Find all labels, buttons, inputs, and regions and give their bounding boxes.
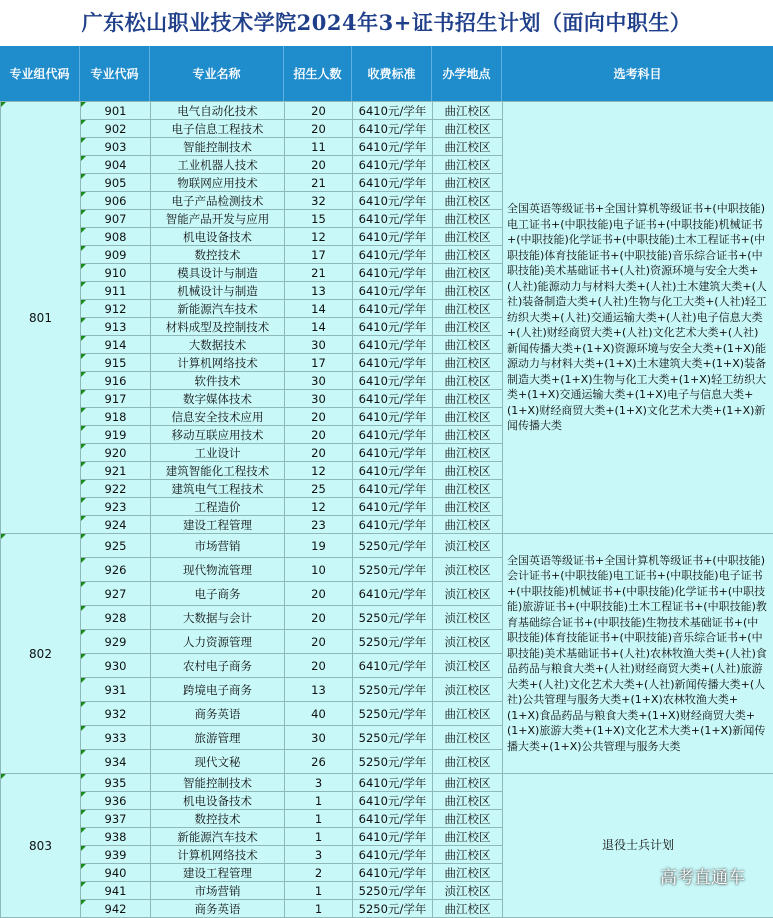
major-name-cell: 数字媒体技术: [151, 390, 285, 408]
campus-cell: 曲江校区: [433, 462, 503, 480]
major-name-cell: 旅游管理: [151, 726, 285, 750]
major-code-cell: 935: [81, 774, 151, 792]
fee-cell: 6410元/学年: [353, 792, 433, 810]
fee-cell: 6410元/学年: [353, 138, 433, 156]
major-code-cell: 921: [81, 462, 151, 480]
fee-cell: 6410元/学年: [353, 846, 433, 864]
header-subjects: 选考科目: [502, 46, 773, 101]
enrollment-cell: 30: [285, 726, 353, 750]
campus-cell: 曲江校区: [433, 336, 503, 354]
major-code-cell: 920: [81, 444, 151, 462]
major-name-cell: 物联网应用技术: [151, 174, 285, 192]
major-name-cell: 智能产品开发与应用: [151, 210, 285, 228]
campus-cell: 曲江校区: [433, 774, 503, 792]
fee-cell: 5250元/学年: [353, 882, 433, 900]
major-name-cell: 电子信息工程技术: [151, 120, 285, 138]
enrollment-cell: 13: [285, 282, 353, 300]
enrollment-cell: 20: [285, 654, 353, 678]
campus-cell: 浈江校区: [433, 558, 503, 582]
enrollment-cell: 10: [285, 558, 353, 582]
major-code-cell: 907: [81, 210, 151, 228]
major-name-cell: 移动互联应用技术: [151, 426, 285, 444]
major-code-cell: 931: [81, 678, 151, 702]
fee-cell: 6410元/学年: [353, 444, 433, 462]
major-code-cell: 924: [81, 516, 151, 534]
group-code-cell: 803: [1, 774, 81, 918]
campus-cell: 曲江校区: [433, 354, 503, 372]
campus-cell: 浈江校区: [433, 630, 503, 654]
campus-cell: 曲江校区: [433, 120, 503, 138]
fee-cell: 6410元/学年: [353, 282, 433, 300]
enrollment-cell: 1: [285, 810, 353, 828]
campus-cell: 浈江校区: [433, 678, 503, 702]
major-code-cell: 912: [81, 300, 151, 318]
major-code-cell: 903: [81, 138, 151, 156]
major-code-cell: 936: [81, 792, 151, 810]
table-row: [1, 102, 773, 120]
major-name-cell: 现代物流管理: [151, 558, 285, 582]
major-code-cell: 922: [81, 480, 151, 498]
campus-cell: 曲江校区: [433, 750, 503, 774]
fee-cell: 6410元/学年: [353, 462, 433, 480]
enrollment-cell: 20: [285, 630, 353, 654]
major-name-cell: 计算机网络技术: [151, 846, 285, 864]
major-name-cell: 机电设备技术: [151, 792, 285, 810]
fee-cell: 6410元/学年: [353, 300, 433, 318]
enrollment-cell: 19: [285, 534, 353, 558]
enrollment-cell: 30: [285, 372, 353, 390]
major-name-cell: 模具设计与制造: [151, 264, 285, 282]
campus-cell: 曲江校区: [433, 480, 503, 498]
major-code-cell: 916: [81, 372, 151, 390]
major-name-cell: 电气自动化技术: [151, 102, 285, 120]
major-name-cell: 建设工程管理: [151, 864, 285, 882]
fee-cell: 6410元/学年: [353, 318, 433, 336]
fee-cell: 5250元/学年: [353, 558, 433, 582]
subjects-cell: 退役士兵计划: [503, 774, 773, 918]
campus-cell: 曲江校区: [433, 864, 503, 882]
fee-cell: 5250元/学年: [353, 678, 433, 702]
campus-cell: 浈江校区: [433, 882, 503, 900]
table-row: [1, 774, 773, 792]
major-code-cell: 917: [81, 390, 151, 408]
enrollment-cell: 12: [285, 498, 353, 516]
major-name-cell: 计算机网络技术: [151, 354, 285, 372]
campus-cell: 曲江校区: [433, 372, 503, 390]
group-code-cell: 801: [1, 102, 81, 534]
campus-cell: 曲江校区: [433, 300, 503, 318]
major-code-cell: 902: [81, 120, 151, 138]
enrollment-cell: 12: [285, 228, 353, 246]
major-name-cell: 市场营销: [151, 534, 285, 558]
enrollment-cell: 21: [285, 264, 353, 282]
fee-cell: 6410元/学年: [353, 480, 433, 498]
major-code-cell: 915: [81, 354, 151, 372]
major-code-cell: 938: [81, 828, 151, 846]
major-code-cell: 937: [81, 810, 151, 828]
major-code-cell: 909: [81, 246, 151, 264]
major-name-cell: 农村电子商务: [151, 654, 285, 678]
enrollment-cell: 20: [285, 582, 353, 606]
fee-cell: 5250元/学年: [353, 534, 433, 558]
major-name-cell: 信息安全技术应用: [151, 408, 285, 426]
enrollment-cell: 17: [285, 354, 353, 372]
enrollment-cell: 14: [285, 300, 353, 318]
enrollment-cell: 20: [285, 156, 353, 174]
subjects-cell: 全国英语等级证书+全国计算机等级证书+(中职技能)会计证书+(中职技能)电工证书+(中职技能)电子证书+(中职技能)机械证书+(中职技能)化学证书+(中职技能)旅游证书+(中职技能)土木工程证书+(中职技能)教育基础综合证书+(中职技能)生物技术基础证书+(中职技能)体育技能证书+(中职技能)音乐综合证书+(中职技能)美术基础证书+(人社)农林牧渔大类+(人社)食品药品与粮食大类+(人社)财经商贸大类+(人社)旅游大类+(人社)文化艺术大类+(人社)新闻传播大类+(人社)公共管理与服务大类+(1+X)农林牧渔大类+(1+X)食品药品与粮食大类+(1+X)财经商贸大类+(1+X)旅游大类+(1+X)文化艺术大类+(1+X)新闻传播大类+(1+X)公共管理与服务大类: [503, 534, 773, 774]
fee-cell: 6410元/学年: [353, 102, 433, 120]
group-code-cell: 802: [1, 534, 81, 774]
table-header: [0, 46, 773, 101]
fee-cell: 6410元/学年: [353, 120, 433, 138]
major-code-cell: 910: [81, 264, 151, 282]
enrollment-cell: 40: [285, 702, 353, 726]
page-title: 广东松山职业技术学院2024年3+证书招生计划（面向中职生）: [0, 0, 773, 46]
major-name-cell: 新能源汽车技术: [151, 300, 285, 318]
major-code-cell: 942: [81, 900, 151, 918]
enrollment-cell: 1: [285, 828, 353, 846]
enrollment-cell: 3: [285, 846, 353, 864]
major-code-cell: 925: [81, 534, 151, 558]
fee-cell: 6410元/学年: [353, 582, 433, 606]
enrollment-cell: 26: [285, 750, 353, 774]
major-code-cell: 928: [81, 606, 151, 630]
enrollment-cell: 20: [285, 120, 353, 138]
major-name-cell: 大数据与会计: [151, 606, 285, 630]
fee-cell: 6410元/学年: [353, 336, 433, 354]
enrollment-table: [0, 101, 773, 918]
major-name-cell: 商务英语: [151, 900, 285, 918]
table-row: [1, 534, 773, 558]
major-name-cell: 人力资源管理: [151, 630, 285, 654]
enrollment-cell: 1: [285, 792, 353, 810]
major-code-cell: 940: [81, 864, 151, 882]
major-code-cell: 930: [81, 654, 151, 678]
major-name-cell: 工业设计: [151, 444, 285, 462]
watermark: 高考直通车: [660, 863, 745, 888]
major-name-cell: 市场营销: [151, 882, 285, 900]
campus-cell: 曲江校区: [433, 828, 503, 846]
major-name-cell: 智能控制技术: [151, 138, 285, 156]
enrollment-cell: 20: [285, 426, 353, 444]
enrollment-cell: 23: [285, 516, 353, 534]
enrollment-cell: 14: [285, 318, 353, 336]
fee-cell: 6410元/学年: [353, 654, 433, 678]
fee-cell: 6410元/学年: [353, 246, 433, 264]
header-campus: 办学地点: [432, 46, 502, 101]
major-code-cell: 906: [81, 192, 151, 210]
campus-cell: 曲江校区: [433, 246, 503, 264]
major-code-cell: 926: [81, 558, 151, 582]
enrollment-cell: 3: [285, 774, 353, 792]
campus-cell: 曲江校区: [433, 846, 503, 864]
fee-cell: 6410元/学年: [353, 426, 433, 444]
major-name-cell: 电子商务: [151, 582, 285, 606]
major-code-cell: 919: [81, 426, 151, 444]
fee-cell: 6410元/学年: [353, 192, 433, 210]
fee-cell: 5250元/学年: [353, 726, 433, 750]
enrollment-cell: 25: [285, 480, 353, 498]
fee-cell: 6410元/学年: [353, 372, 433, 390]
major-name-cell: 数控技术: [151, 246, 285, 264]
major-name-cell: 商务英语: [151, 702, 285, 726]
campus-cell: 曲江校区: [433, 810, 503, 828]
campus-cell: 曲江校区: [433, 498, 503, 516]
campus-cell: 曲江校区: [433, 390, 503, 408]
fee-cell: 6410元/学年: [353, 228, 433, 246]
major-code-cell: 905: [81, 174, 151, 192]
major-name-cell: 大数据技术: [151, 336, 285, 354]
fee-cell: 5250元/学年: [353, 702, 433, 726]
campus-cell: 曲江校区: [433, 444, 503, 462]
major-name-cell: 机械设计与制造: [151, 282, 285, 300]
enrollment-cell: 32: [285, 192, 353, 210]
fee-cell: 6410元/学年: [353, 156, 433, 174]
fee-cell: 6410元/学年: [353, 498, 433, 516]
major-code-cell: 929: [81, 630, 151, 654]
fee-cell: 6410元/学年: [353, 810, 433, 828]
enrollment-cell: 11: [285, 138, 353, 156]
major-name-cell: 电子产品检测技术: [151, 192, 285, 210]
campus-cell: 曲江校区: [433, 138, 503, 156]
major-name-cell: 机电设备技术: [151, 228, 285, 246]
major-code-cell: 934: [81, 750, 151, 774]
enrollment-cell: 2: [285, 864, 353, 882]
campus-cell: 曲江校区: [433, 726, 503, 750]
campus-cell: 浈江校区: [433, 606, 503, 630]
enrollment-cell: 30: [285, 390, 353, 408]
campus-cell: 曲江校区: [433, 192, 503, 210]
fee-cell: 6410元/学年: [353, 516, 433, 534]
header-major-name: 专业名称: [150, 46, 284, 101]
campus-cell: 曲江校区: [433, 792, 503, 810]
enrollment-cell: 20: [285, 444, 353, 462]
major-code-cell: 939: [81, 846, 151, 864]
major-name-cell: 材料成型及控制技术: [151, 318, 285, 336]
major-code-cell: 932: [81, 702, 151, 726]
fee-cell: 5250元/学年: [353, 750, 433, 774]
fee-cell: 6410元/学年: [353, 774, 433, 792]
major-code-cell: 914: [81, 336, 151, 354]
fee-cell: 5250元/学年: [353, 606, 433, 630]
campus-cell: 曲江校区: [433, 318, 503, 336]
campus-cell: 曲江校区: [433, 408, 503, 426]
major-name-cell: 数控技术: [151, 810, 285, 828]
major-name-cell: 新能源汽车技术: [151, 828, 285, 846]
header-major-code: 专业代码: [80, 46, 150, 101]
campus-cell: 曲江校区: [433, 264, 503, 282]
campus-cell: 曲江校区: [433, 702, 503, 726]
subjects-cell: 全国英语等级证书+全国计算机等级证书+(中职技能)电工证书+(中职技能)电子证书+(中职技能)机械证书+(中职技能)化学证书+(中职技能)土木工程证书+(中职技能)体育技能证书+(中职技能)音乐综合证书+(中职技能)美术基础证书+(人社)资源环境与安全大类+(人社)能源动力与材料大类+(人社)土木建筑大类+(人社)装备制造大类+(人社)生物与化工大类+(人社)轻工纺织大类+(人社)交通运输大类+(人社)电子信息大类+(人社)财经商贸大类+(人社)文化艺术大类+(人社)新闻传播大类+(1+X)资源环境与安全大类+(1+X)能源动力与材料大类+(1+X)土木建筑大类+(1+X)装备制造大类+(1+X)生物与化工大类+(1+X)轻工纺织大类+(1+X)交通运输大类+(1+X)电子与信息大类+(1+X)财经商贸大类+(1+X)文化艺术大类+(1+X)新闻传播大类: [503, 102, 773, 534]
enrollment-cell: 20: [285, 102, 353, 120]
enrollment-cell: 15: [285, 210, 353, 228]
major-name-cell: 建筑电气工程技术: [151, 480, 285, 498]
major-name-cell: 工程造价: [151, 498, 285, 516]
major-code-cell: 923: [81, 498, 151, 516]
major-code-cell: 901: [81, 102, 151, 120]
fee-cell: 5250元/学年: [353, 630, 433, 654]
enrollment-cell: 1: [285, 900, 353, 918]
fee-cell: 6410元/学年: [353, 864, 433, 882]
enrollment-cell: 1: [285, 882, 353, 900]
fee-cell: 5250元/学年: [353, 900, 433, 918]
enrollment-cell: 21: [285, 174, 353, 192]
major-code-cell: 918: [81, 408, 151, 426]
enrollment-cell: 17: [285, 246, 353, 264]
campus-cell: 浈江校区: [433, 654, 503, 678]
campus-cell: 曲江校区: [433, 210, 503, 228]
campus-cell: 曲江校区: [433, 102, 503, 120]
major-name-cell: 建设工程管理: [151, 516, 285, 534]
campus-cell: 浈江校区: [433, 582, 503, 606]
major-name-cell: 建筑智能化工程技术: [151, 462, 285, 480]
major-code-cell: 941: [81, 882, 151, 900]
enrollment-cell: 30: [285, 336, 353, 354]
enrollment-cell: 13: [285, 678, 353, 702]
fee-cell: 6410元/学年: [353, 408, 433, 426]
major-name-cell: 工业机器人技术: [151, 156, 285, 174]
major-code-cell: 913: [81, 318, 151, 336]
major-code-cell: 911: [81, 282, 151, 300]
campus-cell: 曲江校区: [433, 228, 503, 246]
campus-cell: 曲江校区: [433, 426, 503, 444]
campus-cell: 曲江校区: [433, 516, 503, 534]
campus-cell: 浈江校区: [433, 534, 503, 558]
fee-cell: 6410元/学年: [353, 210, 433, 228]
major-name-cell: 现代文秘: [151, 750, 285, 774]
campus-cell: 曲江校区: [433, 156, 503, 174]
major-code-cell: 933: [81, 726, 151, 750]
enrollment-cell: 20: [285, 606, 353, 630]
header-enrollment: 招生人数: [284, 46, 352, 101]
fee-cell: 6410元/学年: [353, 390, 433, 408]
major-code-cell: 927: [81, 582, 151, 606]
major-name-cell: 跨境电子商务: [151, 678, 285, 702]
campus-cell: 曲江校区: [433, 174, 503, 192]
major-name-cell: 软件技术: [151, 372, 285, 390]
major-code-cell: 904: [81, 156, 151, 174]
fee-cell: 6410元/学年: [353, 174, 433, 192]
major-name-cell: 智能控制技术: [151, 774, 285, 792]
campus-cell: 曲江校区: [433, 282, 503, 300]
header-group-code: 专业组代码: [0, 46, 80, 101]
fee-cell: 6410元/学年: [353, 354, 433, 372]
enrollment-cell: 20: [285, 408, 353, 426]
campus-cell: 曲江校区: [433, 900, 503, 918]
header-fee: 收费标准: [352, 46, 432, 101]
major-code-cell: 908: [81, 228, 151, 246]
enrollment-cell: 12: [285, 462, 353, 480]
fee-cell: 6410元/学年: [353, 828, 433, 846]
fee-cell: 6410元/学年: [353, 264, 433, 282]
